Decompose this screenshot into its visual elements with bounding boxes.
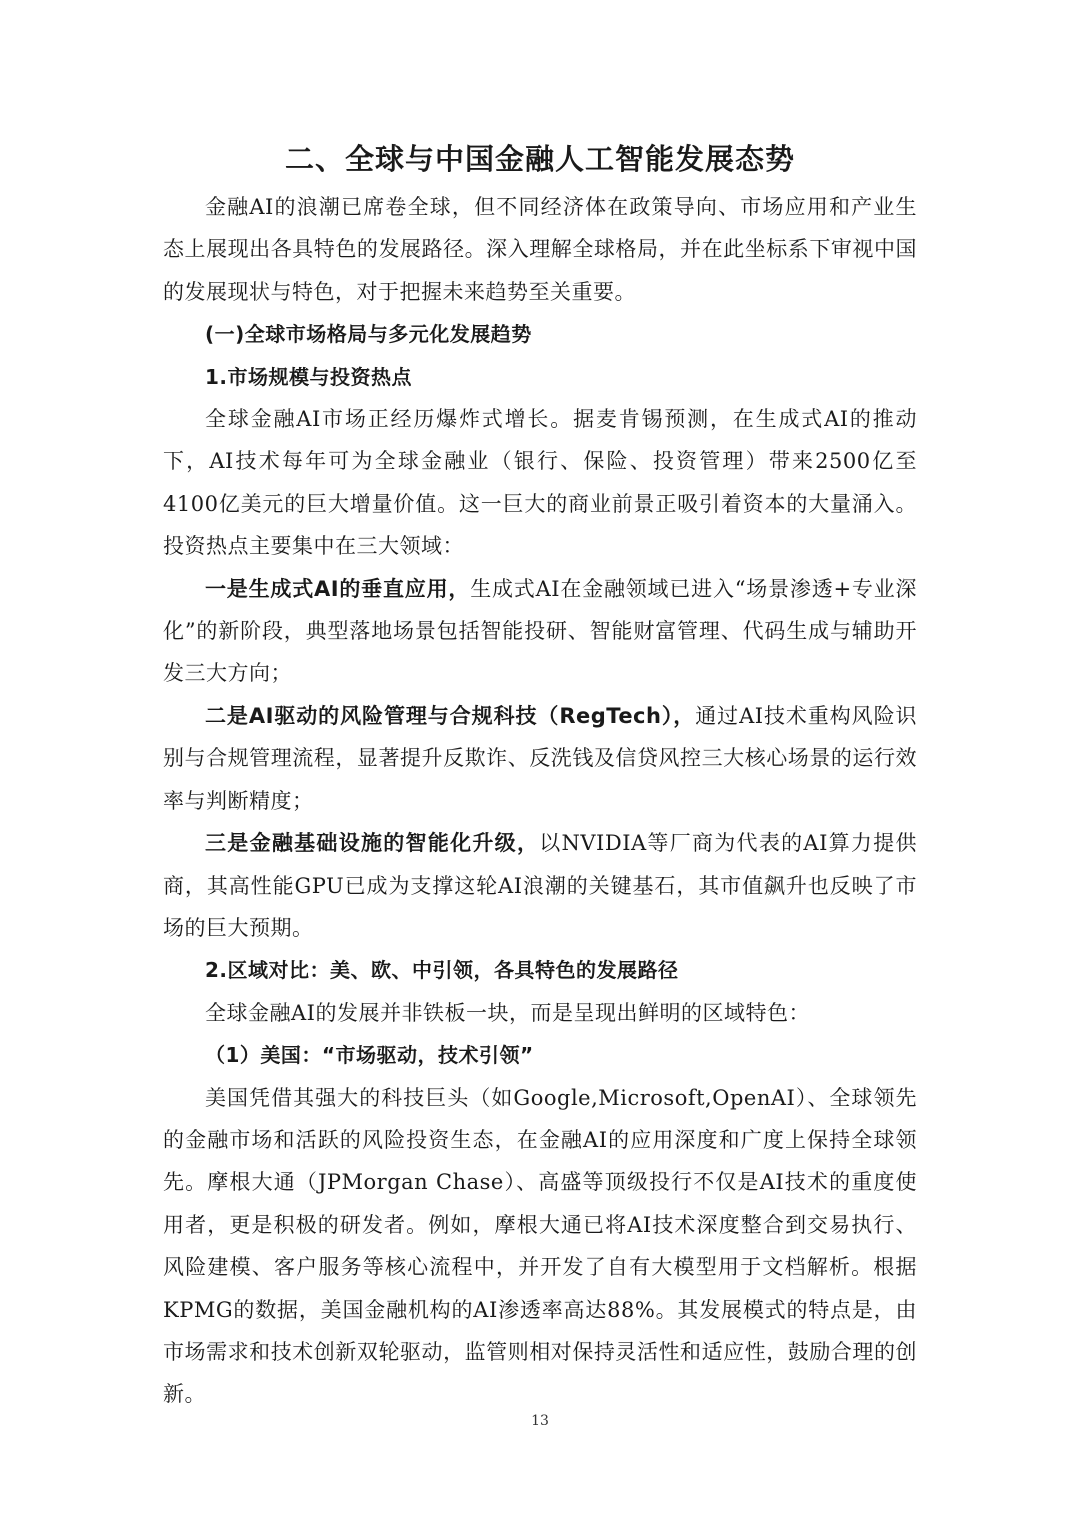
section-heading-global-market: (一)全球市场格局与多元化发展趋势 [205, 322, 532, 347]
regional-comparison-paragraph: 全球金融AI的发展并非铁板一块，而是呈现出鲜明的区域特色： [205, 1000, 810, 1025]
subsection-heading-market-scale: 1.市场规模与投资热点 [205, 364, 413, 389]
page-content [163, 136, 917, 1416]
page-number: 13 [531, 1413, 549, 1429]
point-infrastructure-text: 以NVIDIA等厂商为代表的AI算力提供商，其高性能GPU已成为支撑这轮AI浪潮的关键基石，其市值飙升也反映了市场的巨大预期。 [163, 831, 917, 940]
point-infrastructure-lead: 三是金融基础设施的智能化升级， [205, 831, 540, 856]
page-title: 二、全球与中国金融人工智能发展态势 [284, 142, 795, 176]
subsection-heading-regional-comparison: 2.区域对比：美、欧、中引领，各具特色的发展路径 [205, 958, 679, 983]
us-paragraph: 美国凭借其强大的科技巨头（如Google,Microsoft,OpenAI）、全球领先的金融市场和活跃的风险投资生态，在金融AI的应用深度和广度上保持全球领先。摩根大通（JPMorgan Chase）、高盛等顶级投行不仅是AI技术的重度使用者，更是积极的研发者。例如，摩根大通已将AI技术深度整合到交易执行、风险建模、客户服务等核心流程中，并开发了自有大模型用于文档解析。根据KPMG的数据，美国金融机构的AI渗透率高达88%。其发展模式的特点是，由市场需求和技术创新双轮驱动，监管则相对保持灵活性和适应性，鼓励合理的创新。 [163, 1085, 917, 1407]
point-regtech-lead: 二是AI驱动的风险管理与合规科技（RegTech）， [205, 703, 696, 728]
point-regtech-text: 通过AI技术重构风险识别与合规管理流程，显著提升反欺诈、反洗钱及信贷风控三大核心场景的运行效率与判断精度； [163, 703, 918, 813]
point-generative-ai-text: 生成式AI在金融领域已进入“场景渗透+专业深化”的新阶段，典型落地场景包括智能投研、智能财富管理、代码生成与辅助开发三大方向； [163, 576, 917, 686]
intro-paragraph: 金融AI的浪潮已席卷全球，但不同经济体在政策导向、市场应用和产业生态上展现出各具特色的发展路径。深入理解全球格局，并在此坐标系下审视中国的发展现状与特色，对于把握未来趋势至关重要。 [163, 195, 917, 304]
point-infrastructure [163, 822, 917, 949]
us-heading: （1）美国：“市场驱动，技术引领” [205, 1043, 534, 1068]
market-scale-paragraph: 全球金融AI市场正经历爆炸式增长。据麦肯锡预测，在生成式AI的推动下，AI技术每年可为全球金融业（银行、保险、投资管理）带来2500亿至4100亿美元的巨大增量价值。这一巨大的商业前景正吸引着资本的大量涌入。投资热点主要集中在三大领域： [163, 407, 917, 559]
point-regtech [163, 695, 917, 822]
point-generative-ai-lead: 一是生成式AI的垂直应用， [205, 576, 471, 601]
point-generative-ai [163, 568, 917, 695]
